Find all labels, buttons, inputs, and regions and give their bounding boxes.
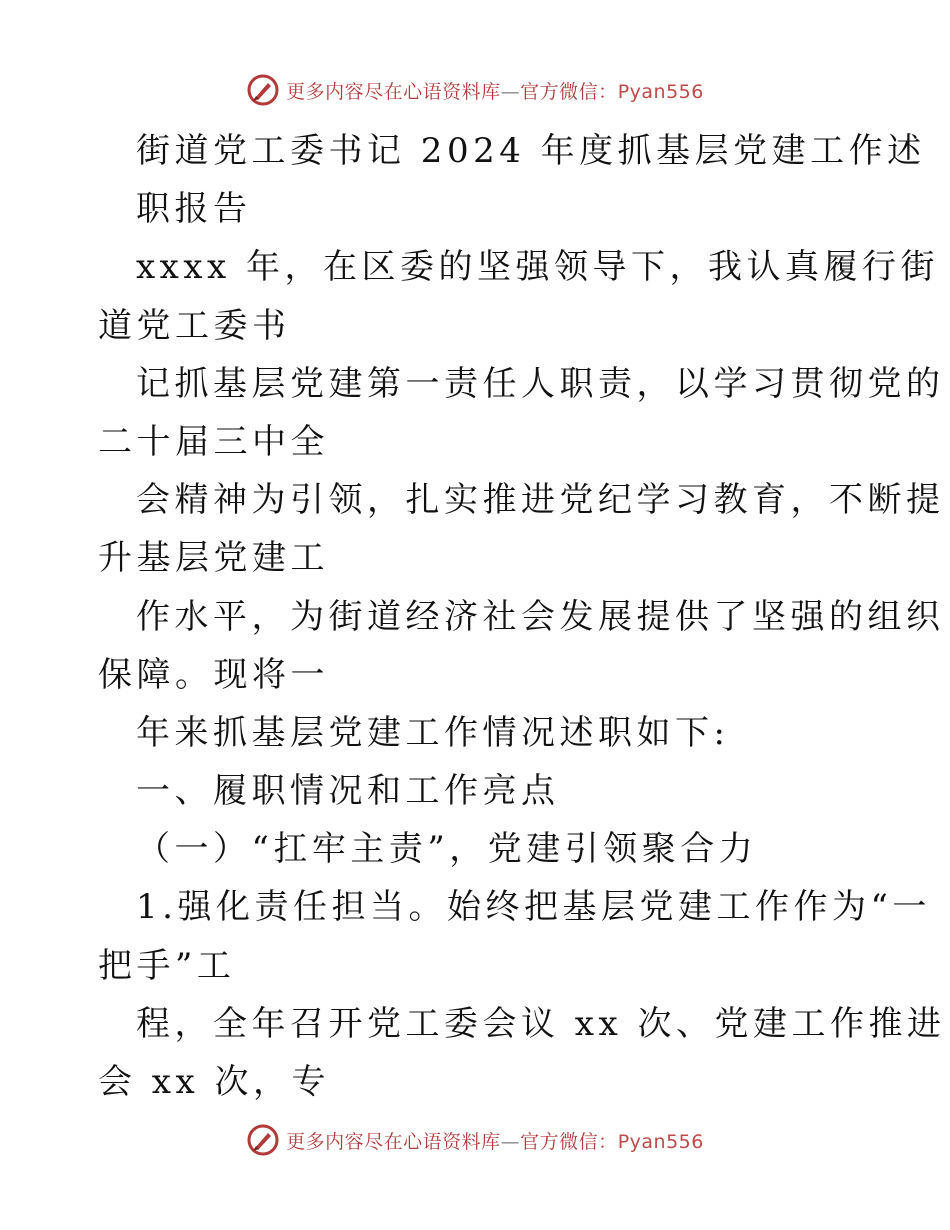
watermark-footer <box>0 1120 950 1160</box>
document-body <box>98 122 946 1111</box>
subsection-heading: （一）“扛牢主责”，党建引领聚合力 <box>136 829 758 870</box>
text-line: 升基层党建工 <box>98 538 329 579</box>
text-line: 保障。现将一 <box>98 654 329 695</box>
text-line: 年来抓基层党建工作情况述职如下: <box>136 712 730 753</box>
text-line: xxxx 年，在区委的坚强领导下，我认真履行街 <box>136 247 940 288</box>
text-line: 1.强化责任担当。始终把基层党建工作作为“一 <box>136 887 931 928</box>
pen-logo-icon <box>246 1123 280 1157</box>
text-line: 道党工委书 <box>98 305 291 346</box>
pen-logo-icon <box>246 73 280 107</box>
text-line: 作水平，为街道经济社会发展提供了坚强的组织 <box>136 596 945 637</box>
watermark-text: 更多内容尽在心语资料库—官方微信：Pyan556 <box>286 1130 704 1153</box>
text-line: 把手”工 <box>98 945 236 986</box>
section-heading: 一、履职情况和工作亮点 <box>136 771 560 812</box>
text-line: 会精神为引领，扎实推进党纪学习教育，不断提 <box>136 480 945 521</box>
title-line-2: 职报告 <box>136 189 252 230</box>
text-line: 会 xx 次，专 <box>98 1062 330 1102</box>
watermark-text: 更多内容尽在心语资料库—官方微信：Pyan556 <box>286 80 704 103</box>
text-line: 记抓基层党建第一责任人职责，以学习贯彻党的 <box>136 363 945 404</box>
text-line: 程，全年召开党工委会议 xx 次、党建工作推进 <box>136 1003 946 1044</box>
text-line: 二十届三中全 <box>98 421 329 462</box>
watermark-header <box>0 70 950 110</box>
title-line-1: 街道党工委书记 2024 年度抓基层党建工作述 <box>136 131 926 171</box>
